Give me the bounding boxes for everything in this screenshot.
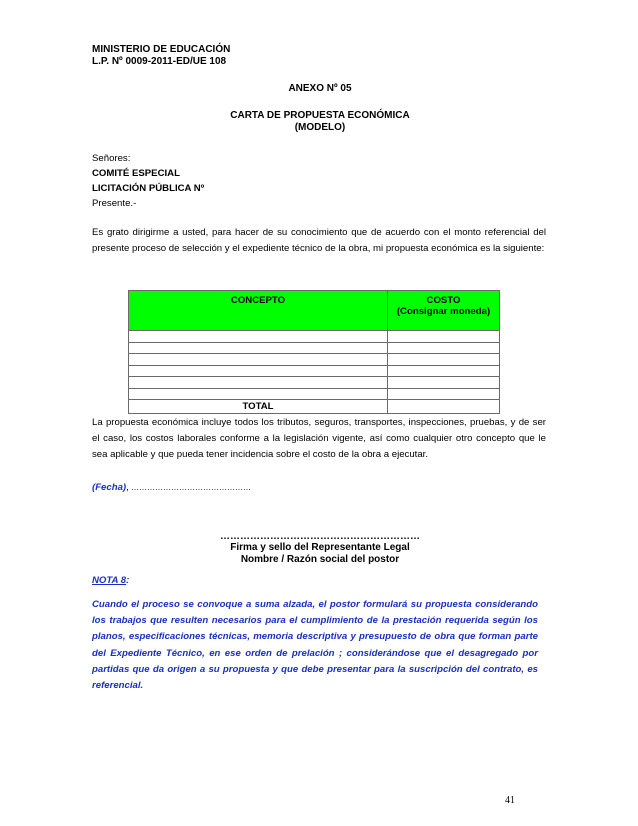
note-title: NOTA 8 bbox=[92, 575, 127, 586]
cost-cell bbox=[388, 388, 500, 400]
header-ministry: MINISTERIO DE EDUCACIÓN bbox=[92, 44, 231, 55]
cost-cell bbox=[388, 365, 500, 377]
annex-number: ANEXO Nº 05 bbox=[288, 83, 352, 94]
note-heading bbox=[92, 573, 546, 590]
header-tender-code: L.P. Nº 0009-2011-ED/UE 108 bbox=[92, 56, 227, 67]
signature-line1: Firma y sello del Representante Legal bbox=[230, 542, 410, 553]
cost-header-label: COSTO bbox=[426, 295, 461, 306]
concept-header: CONCEPTO bbox=[129, 291, 388, 331]
concept-cell bbox=[129, 388, 388, 400]
concept-cell bbox=[129, 377, 388, 389]
date-dots: ……………………………………… bbox=[128, 483, 252, 492]
table-row bbox=[129, 354, 500, 366]
tender-line: LICITACIÓN PÚBLICA Nº bbox=[92, 183, 205, 194]
table-row bbox=[129, 342, 500, 354]
cost-cell bbox=[388, 354, 500, 366]
cost-cell bbox=[388, 331, 500, 343]
cost-header bbox=[388, 291, 500, 331]
signature-line2: Nombre / Razón social del postor bbox=[240, 554, 400, 565]
table-row bbox=[129, 331, 500, 343]
concept-cell bbox=[129, 342, 388, 354]
date-label: (Fecha) bbox=[92, 482, 127, 493]
date-line bbox=[92, 480, 546, 497]
table-header-row bbox=[129, 291, 500, 331]
annex-subtitle: (MODELO) bbox=[294, 122, 346, 133]
cost-cell bbox=[388, 377, 500, 389]
committee-name: COMITÉ ESPECIAL bbox=[92, 168, 180, 179]
concept-cell bbox=[129, 331, 388, 343]
intro-paragraph: Es grato dirigirme a usted, para hacer de su conocimiento que de acuerdo con el monto referencial del presente proceso de selección y el expediente técnico de la obra, mi propuesta económica es la siguiente: bbox=[92, 227, 546, 254]
inclusion-paragraph: La propuesta económica incluye todos los tributos, seguros, transportes, inspecciones, pruebas, y de ser el caso, los costos laborales conforme a la legislación vigente, así como cualquier otro concepto que le sea aplicable y que pueda tener incidencia sobre el costo de la obra a ejecutar. bbox=[92, 417, 546, 460]
cost-header-note: (Consignar moneda) bbox=[396, 306, 491, 317]
date-separator: , bbox=[126, 482, 129, 493]
greeting: Señores: bbox=[92, 153, 131, 164]
total-label: TOTAL bbox=[129, 400, 388, 414]
table-row bbox=[129, 377, 500, 389]
table-row bbox=[129, 388, 500, 400]
cost-cell bbox=[388, 342, 500, 354]
note-body: Cuando el proceso se convoque a suma alzada, el postor formulará su propuesta considerando los trabajos que resulten necesarios para el cumplimiento de la prestación requerida según los planos, especificaciones técnicas, memoria descriptiva y presupuesto de obra que forman parte del Expediente Técnico, en ese orden de prelación ; considerándose que el desagregado por partidas que da origen a su propuesta y que debe presentar para la suscripción del contrato, es referencial. bbox=[92, 599, 538, 692]
signature-dots: …………………………………………………… bbox=[220, 531, 420, 542]
concept-cell bbox=[129, 354, 388, 366]
proposal-table bbox=[128, 290, 500, 414]
page-number: 41 bbox=[505, 795, 515, 806]
annex-title: CARTA DE PROPUESTA ECONÓMICA bbox=[230, 110, 410, 121]
table-row bbox=[129, 365, 500, 377]
concept-cell bbox=[129, 365, 388, 377]
present-line: Presente.- bbox=[92, 198, 137, 209]
note-colon: : bbox=[126, 575, 130, 586]
total-cost-cell bbox=[388, 400, 500, 414]
table-total-row bbox=[129, 400, 500, 414]
